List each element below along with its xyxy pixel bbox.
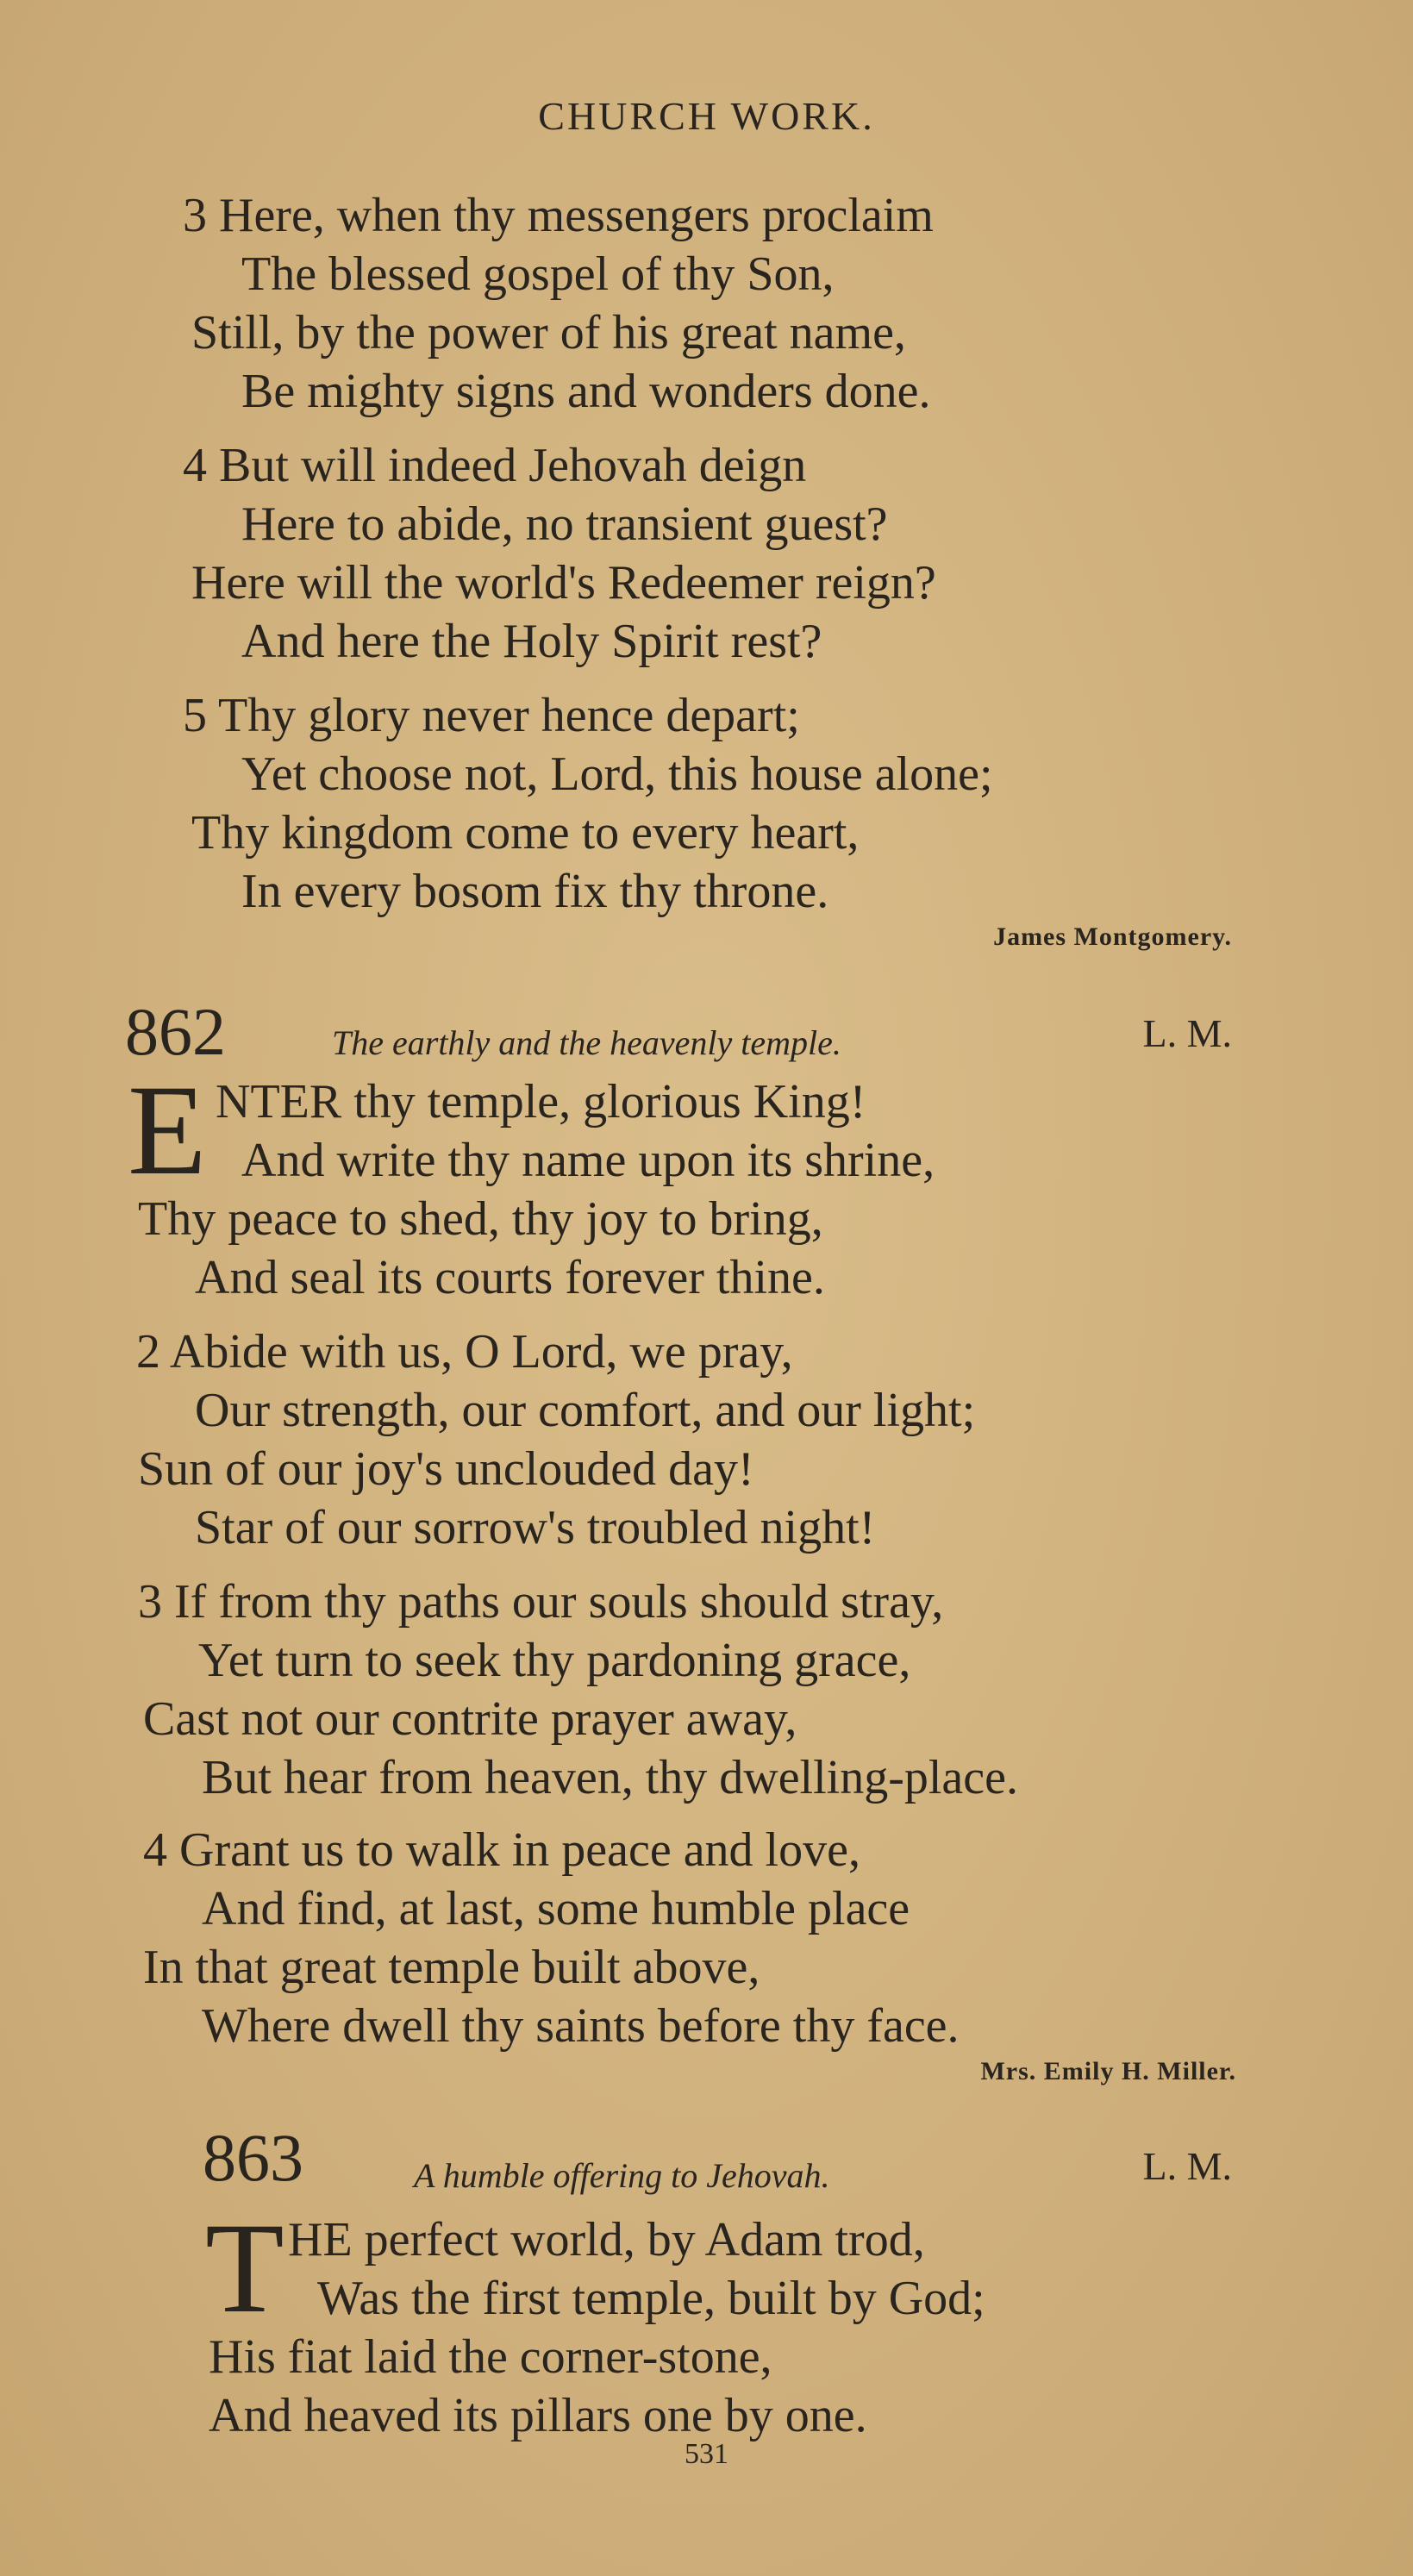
verse-line: 4 But will indeed Jehovah deign — [183, 439, 807, 492]
verse-line: In that great temple built above, — [143, 1941, 760, 1994]
verse-line: Here will the world's Redeemer reign? — [191, 556, 936, 610]
verse-line: 3 If from thy paths our souls should stray, — [138, 1575, 944, 1629]
verse-line: 5 Thy glory never hence depart; — [183, 689, 800, 742]
verse-line: Was the first temple, built by God; — [317, 2272, 985, 2325]
verse-line: HE perfect world, by Adam trod, — [288, 2213, 925, 2267]
author-attribution: Mrs. Emily H. Miller. — [980, 2057, 1236, 2085]
hymn-meter: L. M. — [1142, 2144, 1232, 2188]
running-head: CHURCH WORK. — [538, 94, 875, 138]
verse-line: And here the Holy Spirit rest? — [241, 615, 822, 668]
hymn-title: The earthly and the heavenly temple. — [332, 1023, 841, 1062]
hymn-meter: L. M. — [1142, 1011, 1232, 1055]
verse-line: Cast not our contrite prayer away, — [143, 1692, 797, 1746]
verse-line: NTER thy temple, glorious King! — [216, 1075, 866, 1129]
verse-line: His fiat laid the corner-stone, — [209, 2330, 772, 2384]
verse-line: Thy peace to shed, thy joy to bring, — [138, 1192, 823, 1246]
verse-line: Still, by the power of his great name, — [191, 306, 906, 360]
verse-line: 3 Here, when thy messengers proclaim — [183, 189, 934, 242]
verse-line: And find, at last, some humble place — [202, 1882, 910, 1935]
verse-line: 4 Grant us to walk in peace and love, — [143, 1823, 860, 1877]
verse-line: Thy kingdom come to every heart, — [191, 806, 860, 860]
verse-line: 2 Abide with us, O Lord, we pray, — [136, 1325, 793, 1379]
drop-cap: T — [205, 2197, 284, 2340]
verse-line: In every bosom fix thy throne. — [241, 865, 829, 918]
verse-line: And heaved its pillars one by one. — [209, 2389, 867, 2442]
verse-line: And seal its courts forever thine. — [195, 1251, 825, 1304]
hymn-title: A humble offering to Jehovah. — [414, 2156, 830, 2195]
drop-cap: E — [128, 1059, 207, 1202]
page-number: 531 — [685, 2438, 728, 2470]
verse-line: Sun of our joy's unclouded day! — [138, 1442, 754, 1496]
hymn-number: 863 — [203, 2120, 303, 2195]
verse-line: Where dwell thy saints before thy face. — [202, 1999, 960, 2053]
hymn-number: 862 — [125, 994, 226, 1069]
author-attribution: James Montgomery. — [993, 922, 1232, 951]
verse-line: Star of our sorrow's troubled night! — [195, 1501, 876, 1554]
verse-line: But hear from heaven, thy dwelling-place. — [202, 1751, 1018, 1804]
verse-line: The blessed gospel of thy Son, — [241, 247, 835, 301]
verse-line: And write thy name upon its shrine, — [241, 1134, 935, 1187]
verse-line: Here to abide, no transient guest? — [241, 497, 888, 551]
verse-line: Our strength, our comfort, and our light; — [195, 1384, 976, 1437]
verse-line: Yet turn to seek thy pardoning grace, — [198, 1634, 911, 1687]
verse-line: Be mighty signs and wonders done. — [241, 365, 931, 418]
verse-line: Yet choose not, Lord, this house alone; — [241, 747, 993, 801]
